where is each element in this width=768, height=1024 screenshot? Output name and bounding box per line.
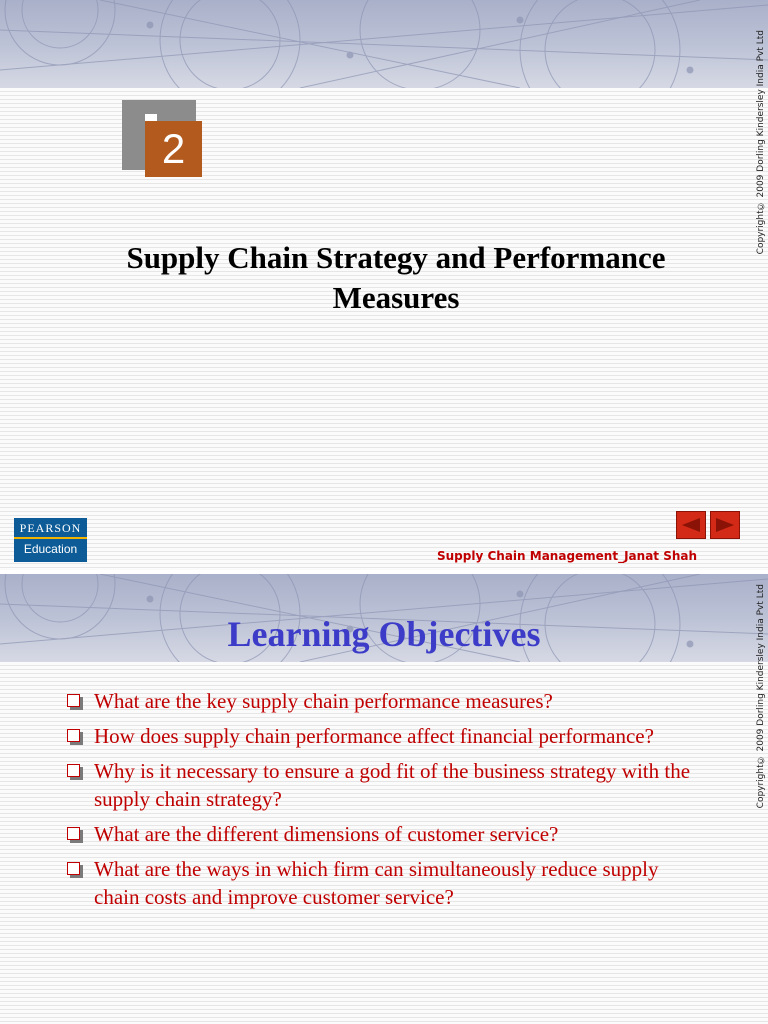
objective-text: Why is it necessary to ensure a god fit of the business strategy with the supply chain strategy? — [94, 759, 691, 811]
objective-text: What are the key supply chain performance measures? — [94, 689, 553, 713]
chapter-number: 2 — [145, 121, 202, 177]
checkbox-bullet-icon — [67, 862, 80, 875]
next-slide-button[interactable] — [710, 511, 740, 539]
checkbox-bullet-icon — [67, 764, 80, 777]
footer-course-label: Supply Chain Management_Janat Shah — [437, 549, 698, 563]
objective-text: How does supply chain performance affect financial performance? — [94, 724, 654, 748]
list-item — [66, 757, 706, 813]
copyright-notice: Copyright© 2009 Dorling Kindersley India Pvt Ltd — [756, 30, 766, 255]
copyright-notice: Copyright© 2009 Dorling Kindersley India Pvt Ltd — [756, 584, 766, 809]
previous-slide-button[interactable] — [676, 511, 706, 539]
list-item — [66, 820, 706, 848]
objective-text: What are the ways in which firm can simultaneously reduce supply chain costs and improve customer service? — [94, 857, 659, 909]
logo-line-2: Education — [23, 542, 78, 556]
learning-objectives-slide — [0, 574, 768, 1024]
checkbox-bullet-icon — [67, 729, 80, 742]
slide-title: Learning Objectives — [227, 614, 541, 654]
slide-title: Supply Chain Strategy and Performance Measures — [126, 240, 666, 315]
arrow-right-icon — [716, 518, 734, 532]
objective-text: What are the different dimensions of customer service? — [94, 822, 559, 846]
astrolabe-pattern-graphic — [0, 0, 768, 88]
list-item — [66, 687, 706, 715]
arrow-left-icon — [682, 518, 700, 532]
checkbox-bullet-icon — [67, 694, 80, 707]
decorative-banner — [0, 0, 768, 88]
logo-line-1: PEARSON — [19, 521, 82, 535]
pearson-education-logo — [14, 518, 87, 562]
list-item — [66, 722, 706, 750]
logo-rule — [14, 537, 87, 539]
checkbox-bullet-icon — [67, 827, 80, 840]
list-item — [66, 855, 706, 911]
objectives-list — [66, 687, 706, 918]
